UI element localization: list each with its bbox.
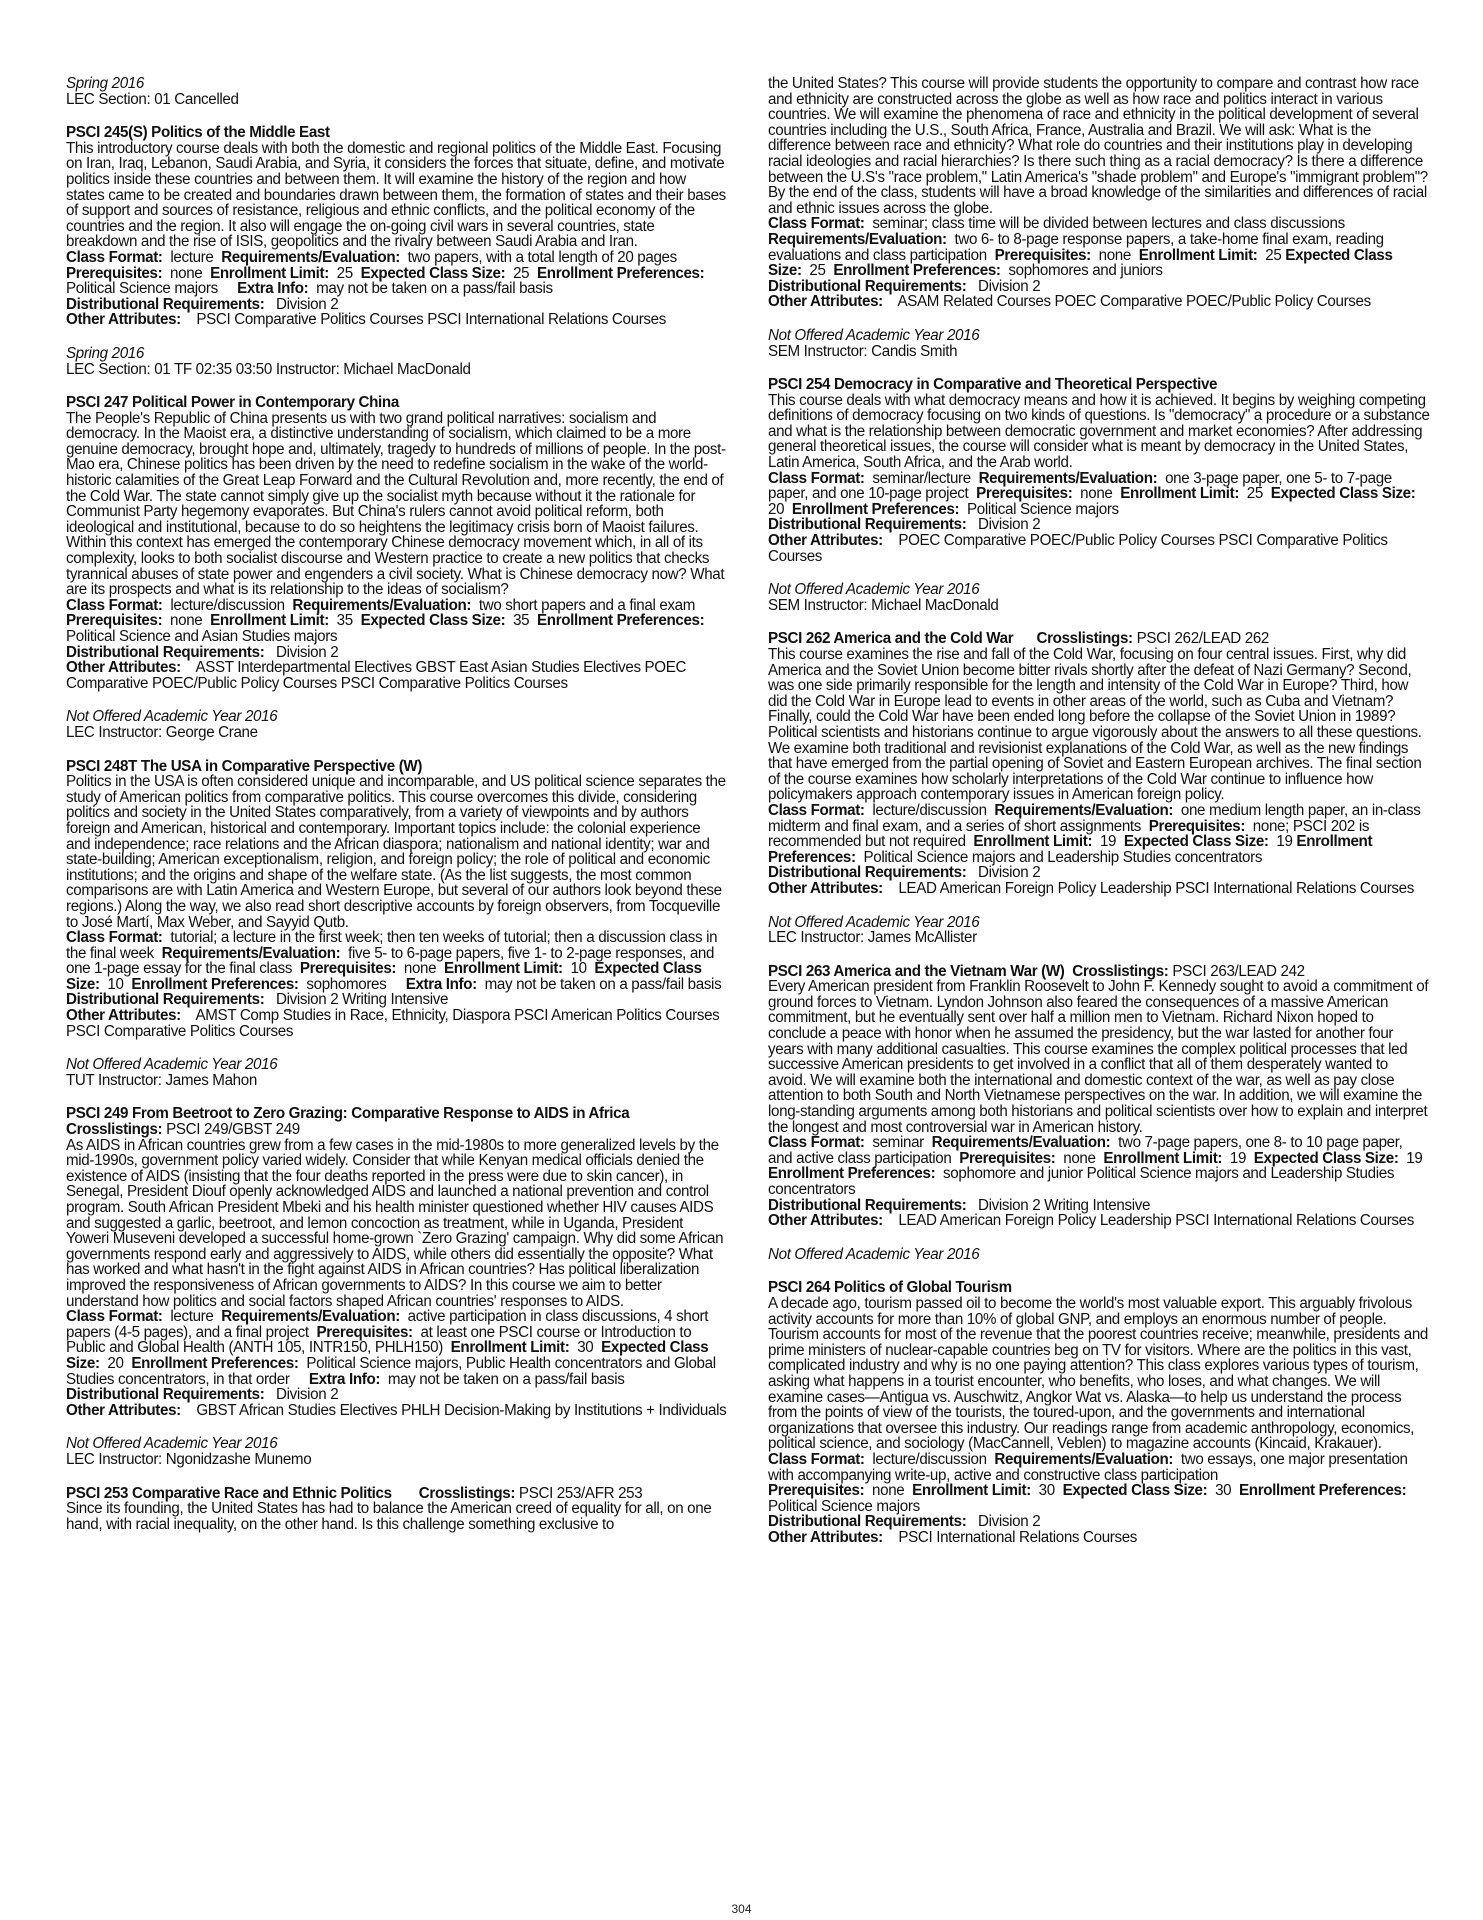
expected-class-size-value: 20 [107, 1354, 124, 1372]
term-label: Spring 2016 [66, 75, 144, 92]
crosslistings-value: PSCI 249/GBST 249 [166, 1121, 300, 1139]
term-label: Not Offered Academic Year 2016 [66, 708, 278, 726]
page-number: 304 [731, 1902, 752, 1916]
course-title: PSCI 264 Politics of Global Tourism [768, 1279, 1012, 1297]
other-attributes-row [66, 312, 728, 328]
class-format-label: Class Format: [66, 248, 163, 266]
course-title [768, 631, 1430, 647]
distributional-row [66, 992, 728, 1008]
prerequisites-label: Prerequisites: [299, 960, 397, 978]
class-format-value: lecture [170, 248, 214, 266]
course-description: A decade ago, tourism passed oil to become the world's most valuable export. This arguably frivolous activity accounts for more than 10% of global GNP, and employs an enormous number of people. Tourism accounts for most of the revenue that the poorest countries receive; meanwhile, presidents and prime ministers of nuclear-capable countries beg on TV for visitors. Where are the politics in this vast, complicated industry and why is no one paying attention? This class explores various types of tourism, asking what happens in a tourist encounter, who benefits, who loses, and what changes. We will examine cases—Antigua vs. Auschwitz, Angkor Wat vs. Alaska—to help us understand the process from the points of view of the tourists, the toured-upon, and the governments and international organizations that oversee this industry. Our readings range from academic anthropology, economics, political science, and sociology (MacCannell, Veblen) to magazine accounts (Kincaid, Krakauer). [768, 1294, 1429, 1453]
prerequisites-value: none [872, 1482, 905, 1500]
extra-info-label: Extra Info: [308, 1370, 381, 1388]
expected-class-size-label: Expected Class Size: [1270, 485, 1416, 503]
class-format-label: Class Format: [66, 596, 163, 614]
expected-class-size-value: 19 [1406, 1149, 1423, 1167]
term-label: Spring 2016 [66, 344, 144, 362]
course-title [66, 1486, 728, 1502]
prerequisites-value: none [1063, 1149, 1096, 1167]
other-attributes-value: ASAM Related Courses POEC Comparative POEC/Public Policy Courses [897, 293, 1371, 311]
enrollment-preferences-value: Political Science majors and Leadership Studies concentrators [863, 848, 1263, 866]
prerequisites-label: Prerequisites: [976, 485, 1073, 503]
other-attributes-label: Other Attributes: [768, 1212, 883, 1230]
enrollment-preferences-value: Political Science majors [66, 280, 218, 298]
distributional-value: Division 2 [276, 1386, 339, 1404]
course-title: PSCI 249 From Beetroot to Zero Grazing: Comparative Response to AIDS in Africa [66, 1105, 630, 1123]
prerequisites-value: none [170, 612, 203, 630]
class-format-value: lecture [170, 1308, 214, 1326]
extra-info-value: may not be taken on a pass/fail basis [387, 1370, 625, 1388]
class-format-value: seminar; class time will be divided between lectures and class discussions [872, 215, 1345, 233]
section-info: SEM Instructor: Michael MacDonald [768, 596, 999, 614]
crosslistings-label: Crosslistings: [1072, 962, 1169, 980]
enrollment-preferences-value: sophomore and junior Political Science majors and Leadership Studies concentrators [768, 1165, 1395, 1198]
course-title: PSCI 254 Democracy in Comparative and Theoretical Perspective [768, 376, 1218, 394]
requirements-value: active participation in class discussions, 4 short papers (4-5 pages), and a final project [66, 1308, 709, 1341]
other-attributes-row [66, 660, 728, 691]
distributional-label: Distributional Requirements: [66, 991, 265, 1009]
expected-class-size-value: 19 [1276, 833, 1293, 851]
section-info: SEM Instructor: Candis Smith [768, 342, 958, 360]
other-attributes-row [768, 1530, 1430, 1546]
expected-class-size-value: 25 [513, 264, 530, 282]
course-title: PSCI 247 Political Power in Contemporary China [66, 394, 399, 412]
expected-class-size-label: Expected Class Size: [1253, 1149, 1399, 1167]
other-attributes-value: AMST Comp Studies in Race, Ethnicity, Diaspora PSCI American Politics Courses PSCI Comparative Politics Courses [66, 1007, 720, 1040]
requirements-value: five 5- to 6-page papers, five 1- to 2-page responses, and one 1-page essay for the final class [66, 944, 715, 978]
distributional-row [66, 1387, 728, 1403]
enrollment-limit-label: Enrollment Limit: [450, 1339, 570, 1357]
course-description: Since its founding, the United States has had to balance the American creed of equality for all, on one hand, with racial inequality, on the other hand. Is this challenge something exclusive to [66, 1500, 712, 1533]
other-attributes-row [768, 881, 1430, 897]
class-format-value: tutorial; a lecture in the first week; then ten weeks of tutorial; then a discussion class in the final week [66, 929, 718, 962]
class-format-label: Class Format: [66, 929, 163, 947]
course-psci-264 [768, 1280, 1430, 1545]
term-label: Not Offered Academic Year 2016 [66, 1056, 278, 1074]
course-psci-248t [66, 759, 728, 1040]
term-label: Not Offered Academic Year 2016 [768, 913, 980, 931]
course-psci-262 [768, 631, 1430, 896]
enrollment-limit-label: Enrollment Limit: [1138, 246, 1258, 264]
section-info: LEC Instructor: George Crane [66, 723, 258, 741]
enrollment-limit-value: 19 [1099, 833, 1117, 851]
enrollment-preferences-value: sophomores [306, 975, 387, 993]
requirements-value: one 3-page paper, one 5- to 7-page paper, and one 10-page project [768, 469, 1392, 503]
distributional-value: Division 2 [978, 516, 1041, 534]
prerequisites-value: none [170, 264, 203, 282]
course-details [768, 803, 1430, 865]
crosslistings-row [66, 1122, 728, 1138]
requirements-label: Requirements/Evaluation: [768, 230, 947, 248]
distributional-label: Distributional Requirements: [768, 864, 967, 882]
enrollment-limit-value: 19 [1229, 1149, 1247, 1167]
term-block [66, 1436, 728, 1467]
distributional-label: Distributional Requirements: [768, 1196, 967, 1214]
course-details-continued [768, 1483, 1430, 1514]
section-info: LEC Instructor: Ngonidzashe Munemo [66, 1450, 312, 1468]
expected-class-size-label: Expected Class Size: [66, 960, 702, 993]
other-attributes-label: Other Attributes: [66, 311, 181, 329]
distributional-label: Distributional Requirements: [768, 1513, 967, 1531]
requirements-label: Requirements/Evaluation: [994, 801, 1174, 819]
distributional-label: Distributional Requirements: [66, 643, 265, 661]
enrollment-limit-label: Enrollment Limit: [210, 264, 329, 282]
class-format-value: lecture/discussion [170, 596, 285, 614]
class-format-label: Class Format: [768, 1134, 865, 1152]
enrollment-preferences-label: Enrollment Preferences: [768, 833, 1373, 866]
crosslistings-label: Crosslistings: [1036, 630, 1133, 648]
distributional-row [768, 1514, 1430, 1530]
other-attributes-value: LEAD American Foreign Policy Leadership PSCI International Relations Courses [898, 879, 1414, 897]
right-column [768, 76, 1430, 1545]
enrollment-limit-value: 30 [1038, 1482, 1055, 1500]
distributional-value: Division 2 [276, 643, 339, 661]
enrollment-preferences-label: Enrollment Preferences: [537, 612, 705, 630]
left-column [66, 76, 728, 1532]
term-label: Not Offered Academic Year 2016 [768, 581, 980, 599]
distributional-value: Division 2 [978, 1513, 1041, 1531]
other-attributes-value: PSCI Comparative Politics Courses PSCI International Relations Courses [196, 311, 666, 329]
course-psci-254 [768, 377, 1430, 564]
other-attributes-label: Other Attributes: [768, 293, 883, 311]
enrollment-limit-label: Enrollment Limit: [210, 612, 329, 630]
expected-class-size-value: 35 [513, 612, 530, 630]
enrollment-limit-label: Enrollment Limit: [912, 1482, 1031, 1500]
other-attributes-label: Other Attributes: [768, 1528, 883, 1546]
course-details [768, 471, 1430, 518]
other-attributes-label: Other Attributes: [66, 1007, 181, 1025]
distributional-value: Division 2 [978, 864, 1041, 882]
distributional-value: Division 2 Writing Intensive [276, 991, 449, 1009]
course-description: Every American president from Franklin Roosevelt to John F. Kennedy sought to avoid a commitment of ground forces to Vietnam. Lyndon Johnson also feared the consequences of a massive American commitment, but he eventually sent over half a million men to Vietnam. Richard Nixon hoped to conclude a peace with honor when he assumed the presidency, but the war lasted for another four years with many additional casualties. This course examines the complex political processes that led successive American presidents to get involved in a conflict that all of them desperately wanted to avoid. We will examine both the international and domestic context of the war, as well as pay close attention to both South and North Vietnamese perspectives on the war. In addition, we will examine the long-standing arguments among both historians and political scientists over how to explain and interpret the longest and most controversial war in American history. [768, 978, 1429, 1136]
requirements-value: two essays, one major presentation with accompanying write-up, active and constructive class participation [768, 1450, 1408, 1484]
prerequisites-label: Prerequisites: [994, 246, 1091, 264]
section-info: LEC Section: 01 TF 02:35 03:50 Instructor: Michael MacDonald [66, 360, 471, 378]
crosslistings-value: PSCI 253/AFR 253 [518, 1484, 643, 1502]
other-attributes-row [66, 1008, 728, 1039]
enrollment-preferences-value: Political Science majors [966, 500, 1119, 518]
enrollment-preferences-label: Enrollment Preferences: [537, 264, 705, 282]
course-psci-253-continued [768, 76, 1430, 310]
other-attributes-row [768, 533, 1430, 564]
other-attributes-value: PSCI International Relations Courses [898, 1528, 1138, 1546]
enrollment-preferences-label: Enrollment Preferences: [768, 1165, 936, 1183]
class-format-label: Class Format: [66, 1308, 163, 1326]
course-description: As AIDS in African countries grew from a few cases in the mid-1980s to more generalized levels by the mid-1990s, government policy varied widely. Consider that while Kenyan medical officials denied the existence of AIDS (insisting that the four deaths reported in the press were due to skin cancer), in Senegal, President Diouf openly acknowledged AIDS and launched a national prevention and control program. South African President Mbeki and his health minister questioned whether HIV causes AIDS and suggested a garlic, beetroot, and lemon concoction as treatment, while in Uganda, President Yoweri Museveni developed a successful home-grown `Zero Grazing' campaign. Why did some African governments respond early and aggressively to AIDS, while others did essentially the opposite? What has worked and what hasn't in the fight against AIDS in African countries? Has political liberalization improved the responsiveness of African governments to AIDS? In this course we aim to better understand how politics and social factors shaped African countries' responses to AIDS. [66, 1136, 724, 1310]
prerequisites-label: Prerequisites: [316, 1323, 413, 1341]
expected-class-size-label: Expected Class Size: [360, 612, 506, 630]
course-title-text: PSCI 253 Comparative Race and Ethnic Politics [66, 1484, 392, 1502]
course-details [768, 1135, 1430, 1197]
course-details [768, 216, 1430, 278]
prerequisites-value: none; PSCI 202 is recommended but not required [768, 817, 1370, 851]
crosslistings-value: PSCI 263/LEAD 242 [1172, 962, 1305, 980]
course-description: This introductory course deals with both the domestic and regional politics of the Middle East. Focusing on Iran, Iraq, Lebanon, Saudi Arabia, and Syria, it considers the forces that situate, define, and motivate politics inside these countries and between them. It will examine the history of the region and how states came to be created and boundaries drawn between them, the formation of states and their bases of support and sources of resistance, religious and ethnic conflicts, and the political economy of the countries and the region. It also will engage the on-going civil wars in several countries, state breakdown and the rise of ISIS, geopolitics and the rivalry between Saudi Arabia and Iran. [66, 139, 726, 251]
class-format-label: Class Format: [768, 1450, 865, 1468]
enrollment-limit-label: Enrollment Limit: [1120, 485, 1240, 503]
prerequisites-value: none [1080, 485, 1113, 503]
course-description: The People's Republic of China presents us with two grand political narratives: socialism and democracy. In the Maoist era, a distinctive understanding of socialism, which claimed to be a more genuine democracy, brought hope and, ultimately, tragedy to hundreds of millions of people. In the post-Mao era, Chinese politics has been driven by the need to redefine socialism in the wake of the world-historic calamities of the Great Leap Forward and the Cultural Revolution and, more recently, the end of the Cold War. The state cannot simply give up the socialist myth because without it the rationale for Communist Party hegemony evaporates. But China's rulers cannot avoid political reform, both ideological and institutional, because to do so heightens the legitimacy crisis born of Maoist failures. Within this context has emerged the contemporary Chinese democracy movement which, in all of its complexity, looks to both socialist discourse and Western practice to create a new politics that checks tyrannical abuses of state power and engenders a civil society. What is Chinese democracy now? What are its prospects and what is its relationship to the ideas of socialism? [66, 409, 726, 599]
enrollment-preferences-label: Enrollment Preferences: [1239, 1482, 1407, 1500]
distributional-label: Distributional Requirements: [768, 277, 967, 295]
extra-info-value: may not be taken on a pass/fail basis [316, 280, 553, 298]
section-info: LEC Section: 01 Cancelled [66, 90, 239, 108]
extra-info-value: may not be taken on a pass/fail basis [484, 975, 722, 993]
course-psci-247 [66, 395, 728, 691]
enrollment-limit-value: 25 [1265, 246, 1282, 264]
other-attributes-label: Other Attributes: [66, 659, 181, 677]
enrollment-preferences-label: Enrollment Preferences: [791, 500, 960, 518]
other-attributes-row [768, 294, 1430, 310]
distributional-label: Distributional Requirements: [66, 1386, 265, 1404]
course-psci-253 [66, 1486, 728, 1533]
crosslistings-label: Crosslistings: [66, 1121, 163, 1139]
distributional-row [768, 279, 1430, 295]
requirements-label: Requirements/Evaluation: [221, 1308, 400, 1326]
expected-class-size-label: Expected Class Size: [66, 1339, 709, 1372]
expected-class-size-value: 10 [107, 975, 124, 993]
course-title-text: PSCI 262 America and the Cold War [768, 630, 1014, 648]
requirements-value: two papers, with a total length of 20 pages [407, 248, 677, 266]
distributional-row [66, 645, 728, 661]
expected-class-size-label: Expected Class Size: [768, 246, 1393, 280]
distributional-value: Division 2 [978, 277, 1041, 295]
term-block [66, 346, 728, 377]
term-block [768, 582, 1430, 613]
course-description: This course deals with what democracy means and how it is achieved. It begins by weighing competing definitions of democracy focusing on two kinds of questions. Is "democracy" a procedure or a substance and what is the relationship between democratic government and market economies? After addressing general theoretical issues, the course will consider what is meant by democracy in the United States, Latin America, South Africa, and the Arab world. [768, 391, 1430, 472]
class-format-label: Class Format: [768, 801, 865, 819]
prerequisites-value: at least one PSCI course or Introduction to Public and Global Health (ANTH 105, INTR150, PHLH150) [66, 1323, 692, 1357]
requirements-label: Requirements/Evaluation: [994, 1450, 1174, 1468]
expected-class-size-label: Expected Class Size: [360, 264, 506, 282]
course-details [66, 250, 728, 297]
enrollment-preferences-value: Political Science and Asian Studies majors [66, 628, 338, 645]
course-details [66, 598, 728, 645]
enrollment-preferences-value: Political Science majors [768, 1497, 920, 1515]
course-psci-249 [66, 1106, 728, 1418]
term-block [66, 1057, 728, 1088]
prerequisites-label: Prerequisites: [1148, 817, 1246, 835]
term-block [768, 915, 1430, 946]
enrollment-preferences-label: Enrollment Preferences: [131, 1354, 299, 1372]
course-details [66, 930, 728, 992]
class-format-value: seminar/lecture [872, 469, 971, 487]
distributional-row [768, 1198, 1430, 1214]
enrollment-limit-value: 35 [336, 612, 353, 630]
enrollment-limit-label: Enrollment Limit: [973, 833, 1093, 851]
requirements-label: Requirements/Evaluation: [221, 248, 400, 266]
requirements-label: Requirements/Evaluation: [161, 944, 341, 962]
enrollment-limit-value: 25 [1246, 485, 1263, 503]
section-info: TUT Instructor: James Mahon [66, 1071, 257, 1089]
course-details [768, 1452, 1430, 1483]
other-attributes-label: Other Attributes: [768, 532, 883, 550]
distributional-value: Division 2 [276, 295, 339, 313]
requirements-label: Requirements/Evaluation: [931, 1134, 1111, 1152]
requirements-value: two short papers and a final exam [478, 596, 696, 614]
term-label: Not Offered Academic Year 2016 [768, 1245, 980, 1263]
term-block [768, 1247, 1430, 1263]
requirements-value: two 6- to 8-page response papers, a take-home final exam, reading evaluations and class participation [768, 230, 1384, 264]
other-attributes-label: Other Attributes: [768, 879, 883, 897]
other-attributes-label: Other Attributes: [66, 1401, 181, 1419]
other-attributes-value: ASST Interdepartmental Electives GBST East Asian Studies Electives POEC Comparative POEC/Public Policy Courses PSCI Comparative Politics Courses [66, 659, 687, 692]
expected-class-size-value: 30 [1215, 1482, 1232, 1500]
crosslistings-value: PSCI 262/LEAD 262 [1136, 630, 1270, 648]
requirements-label: Requirements/Evaluation: [292, 596, 472, 614]
course-title-text: PSCI 263 America and the Vietnam War (W) [768, 962, 1065, 980]
enrollment-preferences-value: Political Science majors, Public Health concentrators and Global Studies concentrators, in that order [66, 1354, 716, 1388]
enrollment-limit-value: 30 [577, 1339, 594, 1357]
class-format-value: lecture/discussion [872, 801, 987, 819]
distributional-row [66, 297, 728, 313]
prerequisites-label: Prerequisites: [66, 612, 163, 630]
requirements-value: one medium length paper, an in-class midterm and final exam, and a series of short assignments [768, 801, 1421, 835]
enrollment-limit-label: Enrollment Limit: [1103, 1149, 1223, 1167]
distributional-label: Distributional Requirements: [768, 516, 967, 534]
expected-class-size-value: 20 [768, 500, 785, 518]
term-block [66, 76, 728, 107]
class-format-value: seminar [872, 1134, 924, 1152]
enrollment-limit-value: 10 [570, 960, 587, 978]
requirements-label: Requirements/Evaluation: [978, 469, 1158, 487]
prerequisites-value: none [1098, 246, 1131, 264]
other-attributes-value: POEC Comparative POEC/Public Policy Courses PSCI Comparative Politics Courses [768, 532, 1388, 565]
extra-info-label: Extra Info: [405, 975, 477, 993]
expected-class-size-label: Expected Class Size: [1062, 1482, 1208, 1500]
extra-info-label: Extra Info: [237, 280, 309, 298]
term-block [66, 709, 728, 740]
enrollment-preferences-label: Enrollment Preferences: [833, 262, 1001, 280]
other-attributes-value: LEAD American Foreign Policy Leadership PSCI International Relations Courses [898, 1212, 1414, 1230]
distributional-row [768, 517, 1430, 533]
course-title: PSCI 245(S) Politics of the Middle East [66, 124, 330, 142]
distributional-row [768, 865, 1430, 881]
course-title [768, 964, 1430, 980]
requirements-value: two 7-page papers, one 8- to 10 page paper, and active class participation [768, 1134, 1403, 1167]
other-attributes-value: GBST African Studies Electives PHLH Decision-Making by Institutions + Individuals [196, 1401, 727, 1419]
distributional-value: Division 2 Writing Intensive [978, 1196, 1151, 1214]
class-format-value: lecture/discussion [872, 1450, 987, 1468]
course-psci-263 [768, 964, 1430, 1229]
prerequisites-value: none [403, 960, 437, 978]
term-block [768, 328, 1430, 359]
prerequisites-label: Prerequisites: [959, 1149, 1056, 1167]
prerequisites-label: Prerequisites: [768, 1482, 865, 1500]
expected-class-size-label: Expected Class Size: [1123, 833, 1269, 851]
course-psci-245 [66, 125, 728, 328]
class-format-label: Class Format: [768, 469, 865, 487]
class-format-label: Class Format: [768, 215, 865, 233]
enrollment-limit-label: Enrollment Limit: [443, 960, 563, 978]
enrollment-limit-value: 25 [336, 264, 353, 282]
course-description: the United States? This course will provide students the opportunity to compare and contrast how race and ethnicity are constructed across the globe as well as how race and politics interact in various countries. We will examine the phenomena of race and ethnicity in the political development of several countries including the U.S., South Africa, France, Australia and Brazil. We will ask: What is the difference between race and ethnicity? What role do countries and their institutions play in developing racial ideologies and racial hierarchies? Is there such thing as a racial democracy? Is there a difference between the U.S's "race problem," Latin America's "shade problem" and Europe's "immigrant problem"? By the end of the class, students will have a broad knowledge of the similarities and differences of racial and ethnic issues across the globe. [768, 75, 1428, 217]
term-label: Not Offered Academic Year 2016 [66, 1435, 278, 1453]
course-details [66, 1309, 728, 1387]
crosslistings-label: Crosslistings: [418, 1484, 516, 1502]
course-description: Politics in the USA is often considered unique and incomparable, and US political science separates the study of American politics from comparative politics. This course overcomes this divide, considering politics and society in the United States comparatively, from a variety of viewpoints and by authors foreign and American, historical and contemporary. Important topics include: the colonial experience and independence; race relations and the African diaspora; nationalism and national identity; war and state-building; American exceptionalism, religion, and foreign policy; the role of political and economic institutions; and the origins and shape of the welfare state. (As the list suggests, the most common comparisons are with Latin America and Western Europe, but several of our authors look beyond these regions.) Along the way, we also read short descriptive accounts by foreign observers, from Tocqueville to José Martí, Max Weber, and Sayyid Qutb. [66, 773, 726, 931]
prerequisites-label: Prerequisites: [66, 264, 163, 282]
other-attributes-row [768, 1213, 1430, 1229]
term-label: Not Offered Academic Year 2016 [768, 326, 980, 344]
course-title: PSCI 248T The USA in Comparative Perspective (W) [66, 757, 423, 775]
course-description: This course examines the rise and fall of the Cold War, focusing on four central issues. First, why did America and the Soviet Union become bitter rivals shortly after the defeat of Nazi Germany? Second, was one side primarily responsible for the length and intensity of the Cold War in Europe? Third, how did the Cold War in Europe lead to events in other areas of the world, such as Cuba and Vietnam? Finally, could the Cold War have been ended long before the collapse of the Soviet Union in 1989? Political scientists and historians continue to argue vigorously about the answers to all these questions. We examine both traditional and revisionist explanations of the Cold War, as well as the new findings that have emerged from the partial opening of Soviet and Eastern European archives. The final section of the course examines how scholarly interpretations of the Cold War continue to influence how policymakers approach contemporary issues in American foreign policy. [768, 646, 1422, 804]
expected-class-size-value: 25 [809, 262, 826, 280]
section-info: LEC Instructor: James McAllister [768, 929, 977, 947]
other-attributes-row [66, 1403, 728, 1419]
enrollment-preferences-value: sophomores and juniors [1008, 262, 1163, 280]
distributional-label: Distributional Requirements: [66, 295, 265, 313]
enrollment-preferences-label: Enrollment Preferences: [131, 975, 299, 993]
